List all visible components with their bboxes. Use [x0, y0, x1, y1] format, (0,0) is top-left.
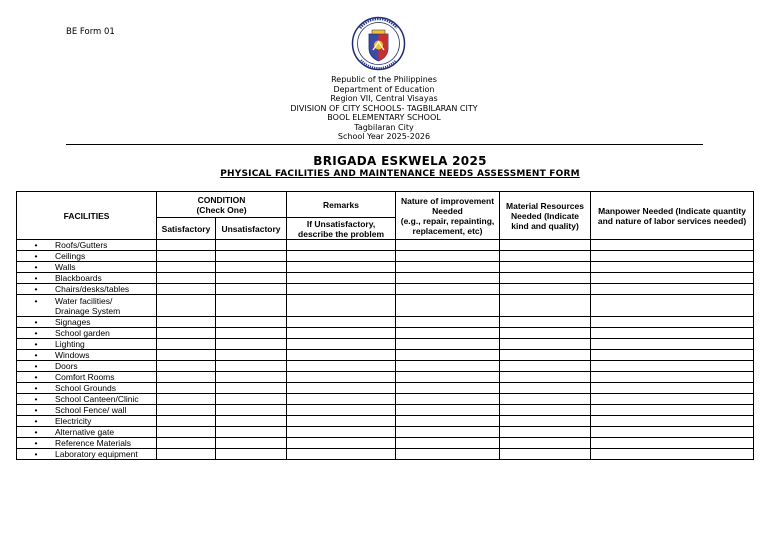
facility-label [55, 240, 107, 250]
facility-label-line: Signages [55, 317, 91, 327]
nature-cell[interactable] [396, 295, 500, 317]
facility-label-line: School garden [55, 328, 110, 338]
table-row [17, 328, 754, 339]
facility-cell [17, 240, 157, 251]
header-condition [157, 192, 287, 218]
nature-cell[interactable] [396, 383, 500, 394]
header-manpower-line: and nature of labor services needed) [597, 215, 747, 226]
facility-label [55, 262, 75, 272]
unsatisfactory-cell[interactable] [216, 240, 287, 251]
bullet-icon: • [34, 438, 38, 448]
facility-label-line: Chairs/desks/tables [55, 284, 130, 294]
bullet-icon: • [34, 339, 38, 349]
bullet-icon: • [34, 262, 38, 272]
facility-label [55, 273, 102, 283]
header-satisfactory: Satisfactory [157, 218, 216, 240]
facility-label-line: Lighting [55, 339, 85, 349]
header-school-year: School Year 2025-2026 [337, 132, 431, 141]
facility-label-line: Reference Materials [55, 438, 132, 448]
header-division: DIVISION OF CITY SCHOOLS- TAGBILARAN CITY [290, 103, 478, 113]
facility-label [55, 328, 110, 338]
facility-label-line: School Canteen/Clinic [55, 394, 139, 404]
bullet-icon: • [34, 328, 38, 338]
facility-label [55, 350, 89, 360]
header-manpower-line: Manpower Needed (Indicate quantity [598, 205, 746, 216]
manpower-cell[interactable] [591, 438, 754, 449]
nature-cell[interactable] [396, 427, 500, 438]
unsatisfactory-cell[interactable] [216, 427, 287, 438]
table-row [17, 405, 754, 416]
satisfactory-cell[interactable] [157, 284, 216, 295]
remarks-cell[interactable] [287, 317, 396, 328]
facility-label-line: Blackboards [55, 273, 102, 283]
facility-label-line: Walls [55, 262, 76, 272]
manpower-cell[interactable] [591, 383, 754, 394]
unsatisfactory-cell[interactable] [216, 449, 287, 460]
table-row [17, 394, 754, 405]
header-facilities: FACILITIES [17, 192, 157, 240]
material-cell[interactable] [500, 339, 591, 350]
satisfactory-cell[interactable] [157, 405, 216, 416]
header-nature [396, 192, 500, 240]
remarks-cell[interactable] [287, 427, 396, 438]
facility-label [55, 438, 131, 448]
satisfactory-cell[interactable] [157, 251, 216, 262]
unsatisfactory-cell[interactable] [216, 416, 287, 427]
manpower-cell[interactable] [591, 317, 754, 328]
satisfactory-cell[interactable] [157, 317, 216, 328]
nature-cell[interactable] [396, 339, 500, 350]
header-material-line: kind and quality) [511, 220, 579, 231]
facility-label-line: Doors [55, 361, 78, 371]
header-condition-note: (Check One) [196, 204, 247, 215]
unsatisfactory-cell[interactable] [216, 405, 287, 416]
bullet-icon: • [34, 449, 38, 459]
material-cell[interactable] [500, 273, 591, 284]
header-remarks-sub-line: If Unsatisfactory, [306, 218, 376, 229]
facility-cell [17, 317, 157, 328]
header-divider [66, 144, 703, 145]
bullet-icon: • [34, 240, 38, 250]
nature-cell[interactable] [396, 273, 500, 284]
header-remarks-sub-line: describe the problem [298, 228, 384, 239]
facility-cell [17, 416, 157, 427]
facility-label [55, 416, 91, 426]
table-row [17, 449, 754, 460]
table-row [17, 383, 754, 394]
remarks-cell[interactable] [287, 295, 396, 317]
nature-cell[interactable] [396, 284, 500, 295]
bullet-icon: • [34, 251, 38, 261]
facility-label [55, 361, 78, 371]
bullet-icon: • [34, 273, 38, 283]
satisfactory-cell[interactable] [157, 350, 216, 361]
manpower-cell[interactable] [591, 328, 754, 339]
facility-label-line: School Fence/ wall [55, 405, 127, 415]
manpower-cell[interactable] [591, 416, 754, 427]
material-cell[interactable] [500, 438, 591, 449]
manpower-cell[interactable] [591, 240, 754, 251]
unsatisfactory-cell[interactable] [216, 361, 287, 372]
remarks-cell[interactable] [287, 284, 396, 295]
material-cell[interactable] [500, 350, 591, 361]
satisfactory-cell[interactable] [157, 449, 216, 460]
bullet-icon: • [34, 350, 38, 360]
bullet-icon: • [34, 295, 38, 306]
assessment-table [16, 191, 754, 460]
header-remarks: Remarks [287, 192, 396, 218]
facility-label-line: Electricity [55, 416, 92, 426]
form-title: BRIGADA ESKWELA 2025 [313, 154, 487, 168]
table-row [17, 317, 754, 328]
header-republic: Republic of the Philippines [331, 75, 437, 84]
header-material [500, 192, 591, 240]
facility-cell [17, 273, 157, 284]
satisfactory-cell[interactable] [157, 438, 216, 449]
facility-label-line: Windows [55, 350, 90, 360]
table-row [17, 350, 754, 361]
bullet-icon: • [34, 361, 38, 371]
satisfactory-cell[interactable] [157, 383, 216, 394]
unsatisfactory-cell[interactable] [216, 328, 287, 339]
material-cell[interactable] [500, 449, 591, 460]
header-nature-line: Needed [432, 205, 463, 216]
nature-cell[interactable] [396, 405, 500, 416]
facility-cell [17, 383, 157, 394]
manpower-cell[interactable] [591, 427, 754, 438]
facility-label [55, 427, 114, 437]
table-row [17, 273, 754, 284]
unsatisfactory-cell[interactable] [216, 383, 287, 394]
bullet-icon: • [34, 372, 38, 382]
remarks-cell[interactable] [287, 273, 396, 284]
material-cell[interactable] [500, 427, 591, 438]
manpower-cell[interactable] [591, 394, 754, 405]
facility-label [55, 405, 126, 415]
material-cell[interactable] [500, 295, 591, 317]
nature-cell[interactable] [396, 251, 500, 262]
facility-cell [17, 284, 157, 295]
bullet-icon: • [34, 427, 38, 437]
table-row [17, 339, 754, 350]
nature-cell[interactable] [396, 438, 500, 449]
remarks-cell[interactable] [287, 405, 396, 416]
remarks-cell[interactable] [287, 383, 396, 394]
nature-cell[interactable] [396, 449, 500, 460]
table-row [17, 438, 754, 449]
remarks-cell[interactable] [287, 438, 396, 449]
material-cell[interactable] [500, 328, 591, 339]
unsatisfactory-cell[interactable] [216, 372, 287, 383]
unsatisfactory-cell[interactable] [216, 317, 287, 328]
facility-cell [17, 339, 157, 350]
facility-rows [17, 240, 754, 460]
header-department: Department of Education [333, 84, 435, 94]
material-cell[interactable] [500, 372, 591, 383]
manpower-cell[interactable] [591, 405, 754, 416]
satisfactory-cell[interactable] [157, 240, 216, 251]
unsatisfactory-cell[interactable] [216, 394, 287, 405]
material-cell[interactable] [500, 317, 591, 328]
table-row [17, 251, 754, 262]
unsatisfactory-cell[interactable] [216, 438, 287, 449]
facility-cell [17, 394, 157, 405]
manpower-cell[interactable] [591, 372, 754, 383]
material-cell[interactable] [500, 416, 591, 427]
satisfactory-cell[interactable] [157, 273, 216, 284]
material-cell[interactable] [500, 405, 591, 416]
manpower-cell[interactable] [591, 273, 754, 284]
satisfactory-cell[interactable] [157, 262, 216, 273]
satisfactory-cell[interactable] [157, 339, 216, 350]
nature-cell[interactable] [396, 416, 500, 427]
remarks-cell[interactable] [287, 372, 396, 383]
facility-label [55, 394, 139, 404]
material-cell[interactable] [500, 394, 591, 405]
table-row [17, 427, 754, 438]
bullet-icon: • [34, 284, 38, 294]
manpower-cell[interactable] [591, 339, 754, 350]
manpower-cell[interactable] [591, 295, 754, 317]
remarks-cell[interactable] [287, 394, 396, 405]
table-row [17, 295, 754, 317]
satisfactory-cell[interactable] [157, 361, 216, 372]
unsatisfactory-cell[interactable] [216, 295, 287, 317]
facility-cell [17, 295, 157, 317]
facility-cell [17, 372, 157, 383]
nature-cell[interactable] [396, 317, 500, 328]
header-nature-line: Nature of improvement [400, 195, 495, 206]
nature-cell[interactable] [396, 240, 500, 251]
header-material-line: Material Resources [506, 200, 584, 211]
material-cell[interactable] [500, 383, 591, 394]
manpower-cell[interactable] [591, 449, 754, 460]
facility-label-line: Laboratory equipment [55, 449, 138, 459]
remarks-cell[interactable] [287, 361, 396, 372]
nature-cell[interactable] [396, 372, 500, 383]
remarks-cell[interactable] [287, 416, 396, 427]
remarks-cell[interactable] [287, 449, 396, 460]
facility-cell [17, 350, 157, 361]
nature-cell[interactable] [396, 361, 500, 372]
manpower-cell[interactable] [591, 262, 754, 273]
bullet-icon: • [34, 405, 38, 415]
satisfactory-cell[interactable] [157, 295, 216, 317]
facility-label-line: School Grounds [55, 383, 116, 393]
nature-cell[interactable] [396, 328, 500, 339]
facility-label [55, 372, 115, 382]
table-row [17, 262, 754, 273]
remarks-cell[interactable] [287, 240, 396, 251]
manpower-cell[interactable] [591, 251, 754, 262]
manpower-cell[interactable] [591, 350, 754, 361]
manpower-cell[interactable] [591, 361, 754, 372]
facility-cell [17, 427, 157, 438]
table-row [17, 361, 754, 372]
bullet-icon: • [34, 394, 38, 404]
facility-cell [17, 328, 157, 339]
facility-label [55, 284, 129, 294]
facility-label-line: Water facilities/ [55, 295, 113, 306]
facility-cell [17, 449, 157, 460]
facility-label [55, 296, 120, 316]
table-row [17, 372, 754, 383]
header-region: Region VII, Central Visayas [330, 94, 438, 103]
facility-cell [17, 361, 157, 372]
facility-cell [17, 262, 157, 273]
material-cell[interactable] [500, 262, 591, 273]
unsatisfactory-cell[interactable] [216, 273, 287, 284]
satisfactory-cell[interactable] [157, 328, 216, 339]
nature-cell[interactable] [396, 350, 500, 361]
deped-seal-logo [351, 16, 406, 71]
header-material-line: Needed (Indicate [511, 210, 580, 221]
unsatisfactory-cell[interactable] [216, 339, 287, 350]
material-cell[interactable] [500, 240, 591, 251]
remarks-cell[interactable] [287, 262, 396, 273]
form-code: BE Form 01 [66, 27, 115, 37]
facility-cell [17, 251, 157, 262]
satisfactory-cell[interactable] [157, 427, 216, 438]
facility-label [55, 251, 85, 261]
facility-label [55, 339, 85, 349]
facility-label-line: Alternative gate [55, 427, 115, 437]
remarks-cell[interactable] [287, 339, 396, 350]
manpower-cell[interactable] [591, 284, 754, 295]
header-school: BOOL ELEMENTARY SCHOOL [327, 113, 441, 122]
facility-label-line: Comfort Rooms [55, 372, 115, 382]
header-nature-line: replacement, etc) [412, 225, 483, 236]
remarks-cell[interactable] [287, 251, 396, 262]
facility-label [55, 449, 138, 459]
nature-cell[interactable] [396, 394, 500, 405]
unsatisfactory-cell[interactable] [216, 284, 287, 295]
remarks-cell[interactable] [287, 328, 396, 339]
bullet-icon: • [34, 383, 38, 393]
satisfactory-cell[interactable] [157, 372, 216, 383]
facility-label-line: Ceilings [55, 251, 86, 261]
bullet-icon: • [34, 317, 38, 327]
header-remarks-sub [287, 218, 396, 240]
header-nature-line: (e.g., repair, repainting, [400, 215, 495, 226]
facility-cell [17, 405, 157, 416]
header-condition-line: CONDITION [197, 194, 246, 205]
facility-label [55, 317, 90, 327]
nature-cell[interactable] [396, 262, 500, 273]
facility-cell [17, 438, 157, 449]
satisfactory-cell[interactable] [157, 394, 216, 405]
header-manpower [591, 192, 754, 240]
header-unsatisfactory: Unsatisfactory [216, 218, 287, 240]
remarks-cell[interactable] [287, 350, 396, 361]
bullet-icon: • [34, 416, 38, 426]
form-subtitle: PHYSICAL FACILITIES AND MAINTENANCE NEEDS ASSESSMENT FORM [220, 169, 580, 179]
table-row [17, 240, 754, 251]
material-cell[interactable] [500, 361, 591, 372]
material-cell[interactable] [500, 284, 591, 295]
facility-label-line: Drainage System [55, 305, 121, 316]
satisfactory-cell[interactable] [157, 416, 216, 427]
table-row [17, 284, 754, 295]
unsatisfactory-cell[interactable] [216, 251, 287, 262]
material-cell[interactable] [500, 251, 591, 262]
table-row [17, 416, 754, 427]
facility-label-line: Roofs/Gutters [55, 240, 108, 250]
facility-label [55, 383, 116, 393]
header-city: Tagbilaran City [354, 122, 414, 132]
unsatisfactory-cell[interactable] [216, 262, 287, 273]
unsatisfactory-cell[interactable] [216, 350, 287, 361]
